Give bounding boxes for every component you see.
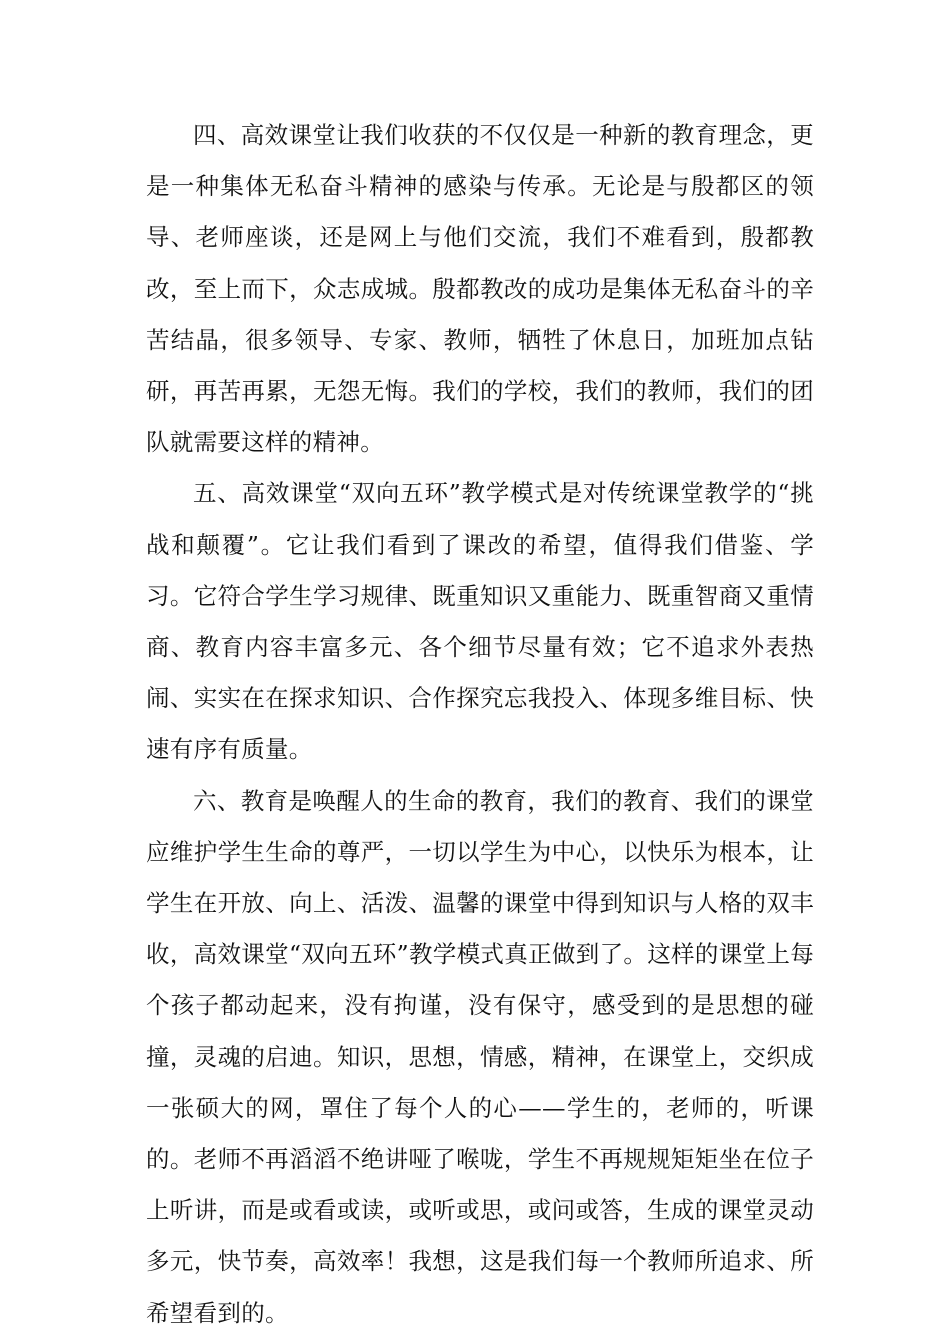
paragraph-six: 六、教育是唤醒人的生命的教育，我们的教育、我们的课堂应维护学生生命的尊严，一切以学生为中心，以快乐为根本，让学生在开放、向上、活泼、温馨的课堂中得到知识与人格的双丰收，高效课堂“双向五环”教学模式真正做到了。这样的课堂上每个孩子都动起来，没有拘谨，没有保守，感受到的是思想的碰撞，灵魂的启迪。知识，思想，情感，精神，在课堂上，交织成一张硕大的网，罩住了每个人的心——学生的，老师的，听课的。老师不再滔滔不绝讲哑了喉咙，学生不再规规矩矩坐在位子上听讲，而是或看或读，或听或思，或问或答，生成的课堂灵动多元，快节奏，高效率！我想，这是我们每一个教师所追求、所希望看到的。: [146, 786, 814, 1327]
paragraph-five: 五、高效课堂“双向五环”教学模式是对传统课堂教学的“挑战和颠覆”。它让我们看到了课改的希望，值得我们借鉴、学习。它符合学生学习规律、既重知识又重能力、既重智商又重情商、教育内容丰富多元、各个细节尽量有效；它不追求外表热闹、实实在在探求知识、合作探究忘我投入、体现多维目标、快速有序有质量。: [146, 479, 814, 764]
document-body: [146, 110, 814, 1339]
paragraph-four: 四、高效课堂让我们收获的不仅仅是一种新的教育理念，更是一种集体无私奋斗精神的感染与传承。无论是与殷都区的领导、老师座谈，还是网上与他们交流，我们不难看到，殷都教改，至上而下，众志成城。殷都教改的成功是集体无私奋斗的辛苦结晶，很多领导、专家、教师，牺牲了休息日，加班加点钻研，再苦再累，无怨无悔。我们的学校，我们的教师，我们的团队就需要这样的精神。: [146, 121, 814, 457]
